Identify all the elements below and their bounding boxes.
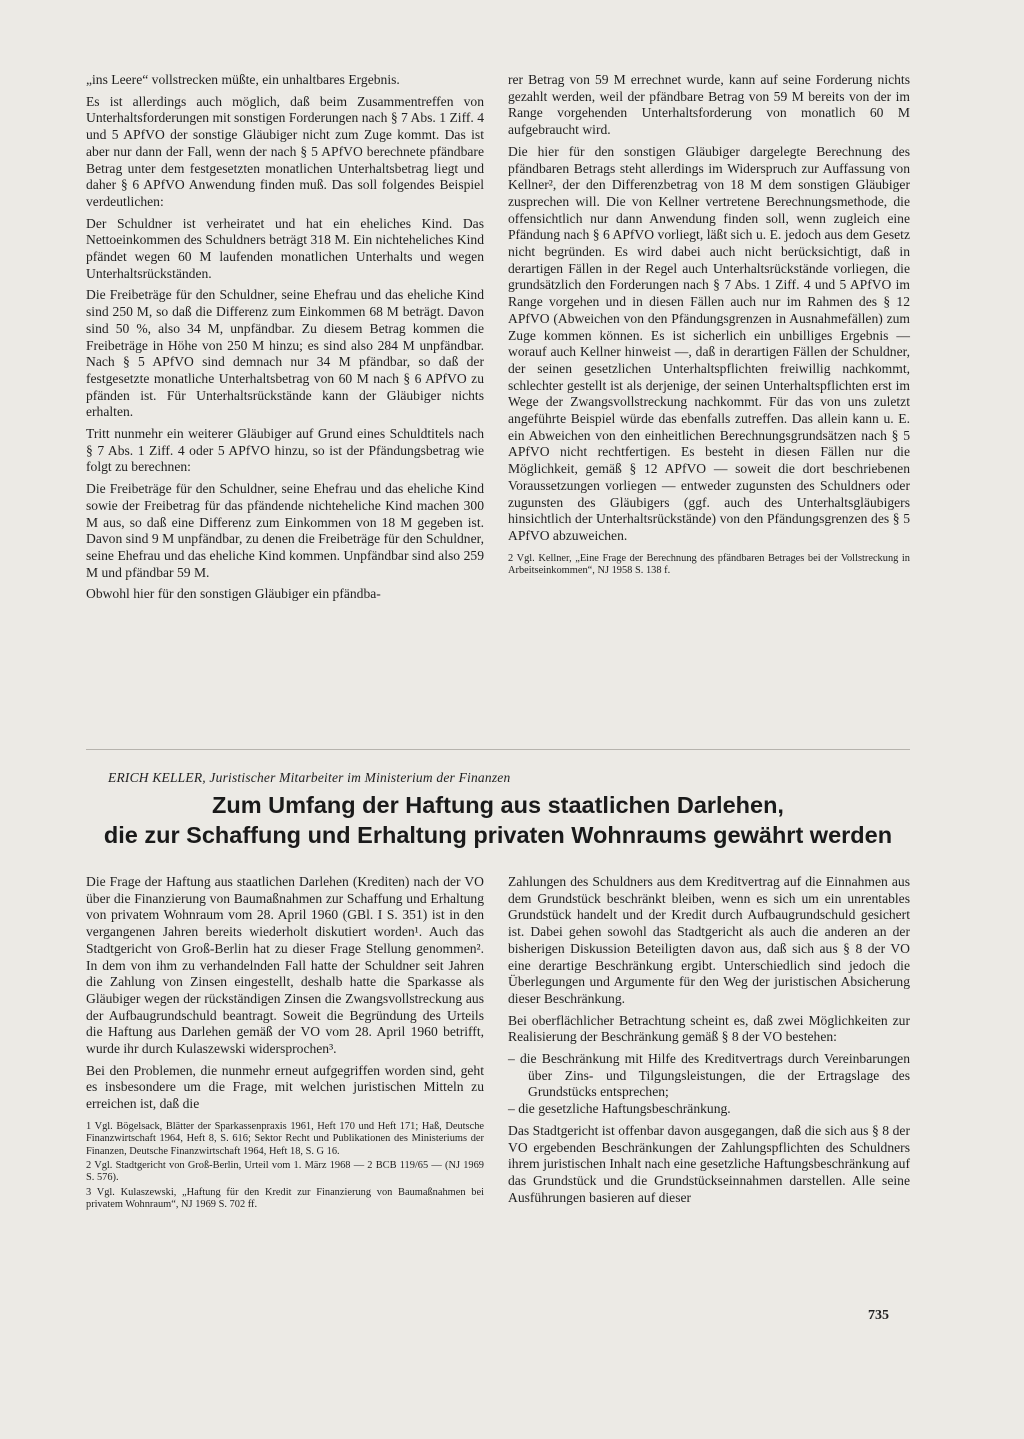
footnote: 2 Vgl. Stadtgericht von Groß-Berlin, Urteil vom 1. März 1968 — 2 BCB 119/65 — (NJ 1969 S. 576). (86, 1160, 484, 1184)
article-title-line: Zum Umfang der Haftung aus staatlichen Darlehen, (212, 792, 784, 818)
paragraph: Die Freibeträge für den Schuldner, seine Ehefrau und das eheliche Kind sind 250 M, so daß die Differenz zum Einkommen 68 M beträgt. Davon sind 50 %, also 34 M, unpfändbar. Zu diesem Betrag kommen die Freibeträge in Höhe von 250 M hinzu; es sind also 284 M unpfändbar. Nach § 5 APfVO sind demnach nur 34 M pfändbar, so daß der festgesetzte monatliche Unterhaltsbetrag von 60 M nach § 6 APfVO zu pfänden ist. Für Unterhaltsrückstände kann der Gläubiger nichts erhalten. (86, 287, 484, 420)
paragraph: Tritt nunmehr ein weiterer Gläubiger auf Grund eines Schuldtitels nach § 7 Abs. 1 Ziff. 4 oder 5 APfVO hinzu, so ist der Pfändungsbetrag wie folgt zu berechnen: (86, 426, 484, 475)
paragraph: Es ist allerdings auch möglich, daß beim Zusammentreffen von Unterhaltsforderungen mit sonstigen Forderungen nach § 7 Abs. 1 Ziff. 4 und 5 APfVO der sonstige Gläubiger nicht zum Zuge kommt. Das ist aber nur dann der Fall, wenn der nach § 5 APfVO berechnete pfändbare Betrag unter dem festgesetzten monatlichen Unterhaltsbetrag liegt und daher § 6 APfVO Anwendung finden muß. Das soll folgendes Beispiel verdeutlichen: (86, 93, 484, 209)
article-byline: ERICH KELLER, Juristischer Mitarbeiter im Ministerium der Finanzen (108, 770, 511, 785)
footnote: 2 Vgl. Kellner, „Eine Frage der Berechnung des pfändbaren Betrages bei der Vollstreckung in Arbeitseinkommen“, NJ 1958 S. 138 f. (508, 552, 910, 577)
paragraph: Die hier für den sonstigen Gläubiger dargelegte Berechnung des pfändbaren Betrags steht allerdings im Widerspruch zur Auffassung von Kellner², der den Differenzbetrag von 18 M dem sonstigen Gläubiger zusprechen will. Die von Kellner vertretene Berechnungsmethode, die offensichtlich nur dann Anwendung finden soll, wenn zugleich eine Pfändung nach § 6 APfVO vorliegt, läßt sich u. E. jedoch aus dem Gesetz nicht begründen. Es wird dabei auch nicht berücksichtigt, daß in derartigen Fällen in der Regel auch Unterhaltsrückstände vorliegen, die grundsätzlich den Forderungen nach § 7 Abs. 1 Ziff. 4 und 5 APfVO im Range vorgehen und in diesen Fällen auch nur im Rahmen des § 12 APfVO (Abweichen von den Pfändungsgrenzen in Ausnahmefällen) zum Zuge kommen können. Es ist sicherlich ein unbilliges Ergebnis — worauf auch Kellner hinweist —, daß in derartigen Fällen der Schuldner, der seinen gesetzlichen Unterhaltspflichten freiwillig nachkommt, schlechter gestellt ist als derjenige, der seinen Unterhaltspflichten erst im Wege der Zwangsvollstreckung nachkommt. Für das von uns zuletzt angeführte Beispiel würde das ebenfalls zutreffen. Das allein kann u. E. ein Abweichen von den einheitlichen Berechnungsgrundsätzen nach § 5 APfVO nicht rechtfertigen. Es besteht in diesen Fällen nur die Möglichkeit, gemäß § 12 APfVO — soweit die dort beschriebenen Voraussetzungen vorliegen — entweder zugunsten des Schuldners oder zugunsten des Gläubigers (ggf. auch des Unterhaltsgläubigers hinsichtlich der Unterhaltsrückstände) von den Pfändungsgrenzen des § 5 APfVO abzuweichen. (508, 143, 910, 543)
article-right-column (508, 874, 910, 1211)
bullet-list (508, 1051, 910, 1118)
list-item: – die gesetzliche Haftungsbeschränkung. (508, 1101, 731, 1117)
paragraph: Bei oberflächlicher Betrachtung scheint es, daß zwei Möglichkeiten zur Realisierung der Beschränkung gemäß § 8 der VO bestehen: (508, 1012, 910, 1045)
article-left-column (86, 874, 484, 1214)
footnotes (86, 1121, 484, 1212)
footnotes (508, 553, 910, 578)
list-item: – die Beschränkung mit Hilfe des Kreditvertrags durch Vereinbarungen über Zins- und Tilgungsleistungen, die der Ertragslage des Grundstücks entsprechen; (508, 1051, 910, 1100)
paragraph: Die Frage der Haftung aus staatlichen Darlehen (Krediten) nach der VO über die Finanzierung von Baumaßnahmen zur Schaffung und Erhaltung von privatem Wohnraum vom 28. April 1960 (GBl. I S. 351) ist in den vergangenen Jahren bereits wiederholt diskutiert worden¹. Auch das Stadtgericht von Groß-Berlin hat zu dieser Frage Stellung genommen². In dem von ihm zu verhandelnden Fall hatte der Schuldner seit Jahren die Zahlung von Zinsen eingestellt, deshalb hatte die Sparkasse als Gläubiger wegen der rückständigen Zinsen die Zwangsvollstreckung aus der Aufbaugrundschuld beantragt. Soweit die Begründung des Urteils die Haftung aus Darlehen gemäß der VO vom 28. April 1960 betrifft, wurde ihr durch Kulaszewski widersprochen³. (86, 874, 484, 1057)
footnote: 1 Vgl. Bögelsack, Blätter der Sparkassenpraxis 1961, Heft 170 und Heft 171; Haß, Deutsche Finanzwirtschaft 1964, Heft 8, S. 616; Sektor Recht und Publikationen des Ministeriums der Finanzen, Deutsche Finanzwirtschaft 1964, Heft 18, S. G 16. (86, 1120, 484, 1157)
paragraph: rer Betrag von 59 M errechnet wurde, kann auf seine Forderung nichts gezahlt werden, weil der pfändbare Betrag von 59 M bereits von der im Range vorgehenden Unterhaltsforderung von monatlich 60 M aufgebraucht wird. (508, 72, 910, 138)
paragraph: Der Schuldner ist verheiratet und hat ein eheliches Kind. Das Nettoeinkommen des Schuldners beträgt 318 M. Ein nichteheliches Kind pfändet wegen 60 M laufenden monatlichen Unterhalts und wegen Unterhaltsrückständen. (86, 215, 484, 281)
paragraph: „ins Leere“ vollstrecken müßte, ein unhaltbares Ergebnis. (86, 72, 400, 87)
paragraph: Obwohl hier für den sonstigen Gläubiger ein pfändba- (86, 586, 381, 602)
paragraph: Das Stadtgericht ist offenbar davon ausgegangen, daß die sich aus § 8 der VO ergebenden Beschränkungen der Zahlungspflichten des Schuldners ihrem juristischen Inhalt nach eine gesetzliche Haftungsbeschränkung auf das Grundstück und die Grundstückseinnahmen darstellen. Alle seine Ausführungen basieren auf dieser (508, 1122, 910, 1205)
page-number: 735 (868, 1308, 889, 1323)
top-left-column (86, 72, 484, 608)
article-title-line: die zur Schaffung und Erhaltung privaten Wohnraums gewährt werden (103, 822, 893, 848)
top-right-column (508, 72, 910, 580)
footnote: 3 Vgl. Kulaszewski, „Haftung für den Kredit zur Finanzierung von Baumaßnahmen bei privatem Wohnraum“, NJ 1969 S. 702 ff. (86, 1186, 484, 1211)
paragraph: Bei den Problemen, die nunmehr erneut aufgegriffen worden sind, geht es insbesondere um die Frage, mit welchen juristischen Mitteln zu erreichen ist, daß die (86, 1062, 484, 1112)
article-title (86, 790, 910, 850)
paragraph: Zahlungen des Schuldners aus dem Kreditvertrag auf die Einnahmen aus dem Grundstück beschränkt bleiben, wenn es sich um ein unrentables Grundstück handelt und der Kredit durch Aufbaugrundschuld gesichert ist. Dabei gehen sowohl das Stadtgericht als auch die anderen an der bisherigen Diskussion Beteiligten davon aus, daß sich aus § 8 der VO eine derartige Beschränkung ergibt. Unterschiedlich sind jedoch die Überlegungen und Argumente für den Weg der juristischen Absicherung dieser Beschränkung. (508, 874, 910, 1006)
section-divider (86, 749, 910, 750)
paragraph: Die Freibeträge für den Schuldner, seine Ehefrau und das eheliche Kind sowie der Freibetrag für das pfändende nichteheliche Kind machen 300 M aus, so daß eine Differenz zum Einkommen von 18 M gegeben ist. Davon sind 9 M unpfändbar, zu denen die Freibeträge für den Schuldner, seine Ehefrau und das eheliche Kind kommen. Unpfändbar sind also 259 M und pfändbar 59 M. (86, 481, 484, 580)
